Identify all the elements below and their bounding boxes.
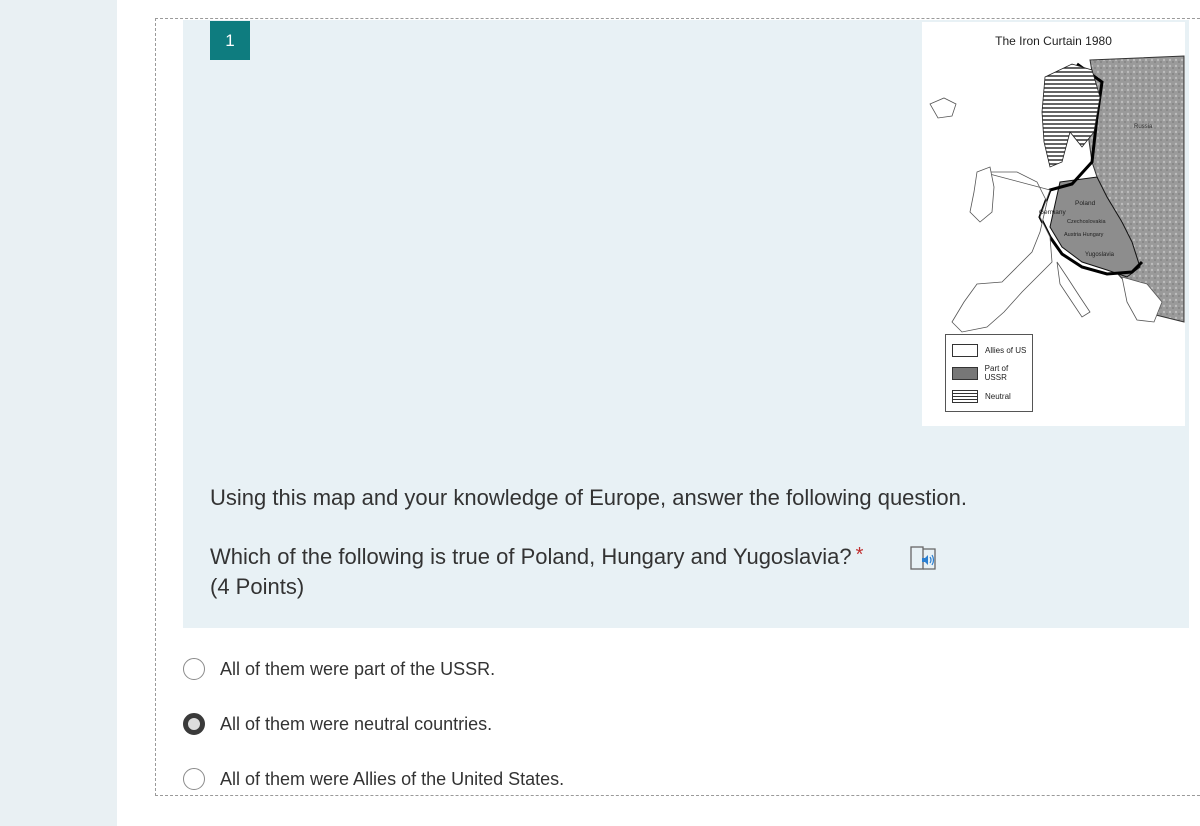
map-label-russia: Russia — [1134, 124, 1153, 130]
legend-swatch-gray — [952, 367, 978, 380]
map-legend — [945, 334, 1033, 412]
radio-button[interactable] — [183, 768, 205, 790]
map-label-poland: Poland — [1075, 200, 1096, 207]
required-asterisk: * — [855, 544, 864, 566]
option-label: All of them were part of the USSR. — [220, 658, 496, 679]
option-label: All of them were neutral countries. — [220, 713, 493, 734]
answer-option-1[interactable] — [183, 655, 495, 683]
answer-option-2[interactable] — [183, 710, 492, 738]
radio-button[interactable] — [183, 658, 205, 680]
question-prompt-text: Which of the following is true of Poland, Hungary and Yugoslavia? — [210, 544, 852, 569]
map-title: The Iron Curtain 1980 — [995, 34, 1112, 48]
legend-item-ussr — [952, 365, 1032, 381]
question-intro: Using this map and your knowledge of Europe, answer the following question. — [210, 485, 968, 510]
uk-shape — [970, 167, 994, 222]
map-label-czech: Czechoslovakia — [1067, 219, 1106, 225]
option-label: All of them were Allies of the United States. — [220, 768, 565, 789]
map-label-germany: Germany — [1039, 209, 1066, 216]
legend-label: Part of USSR — [984, 364, 1009, 382]
answer-option-3[interactable] — [183, 765, 564, 793]
legend-swatch-white — [952, 344, 978, 357]
radio-button-selected[interactable] — [183, 713, 205, 735]
legend-item-allies — [952, 342, 1026, 358]
legend-label: Neutral — [985, 391, 1011, 401]
map-label-yugoslavia: Yugoslavia — [1085, 252, 1115, 258]
iron-curtain-map — [922, 22, 1185, 426]
legend-swatch-lines — [952, 390, 978, 403]
italy-shape — [1057, 262, 1090, 317]
left-rail — [0, 0, 117, 826]
question-number: 1 — [210, 21, 250, 60]
legend-item-neutral — [952, 388, 1011, 404]
immersive-reader-icon[interactable] — [910, 546, 938, 572]
question-points: (4 Points) — [210, 574, 305, 599]
legend-label: Allies of US — [985, 345, 1027, 355]
map-label-austria-hungary: Austria Hungary — [1064, 232, 1104, 238]
western-europe — [952, 172, 1052, 332]
question-prompt — [210, 544, 863, 570]
iceland-shape — [930, 98, 956, 118]
